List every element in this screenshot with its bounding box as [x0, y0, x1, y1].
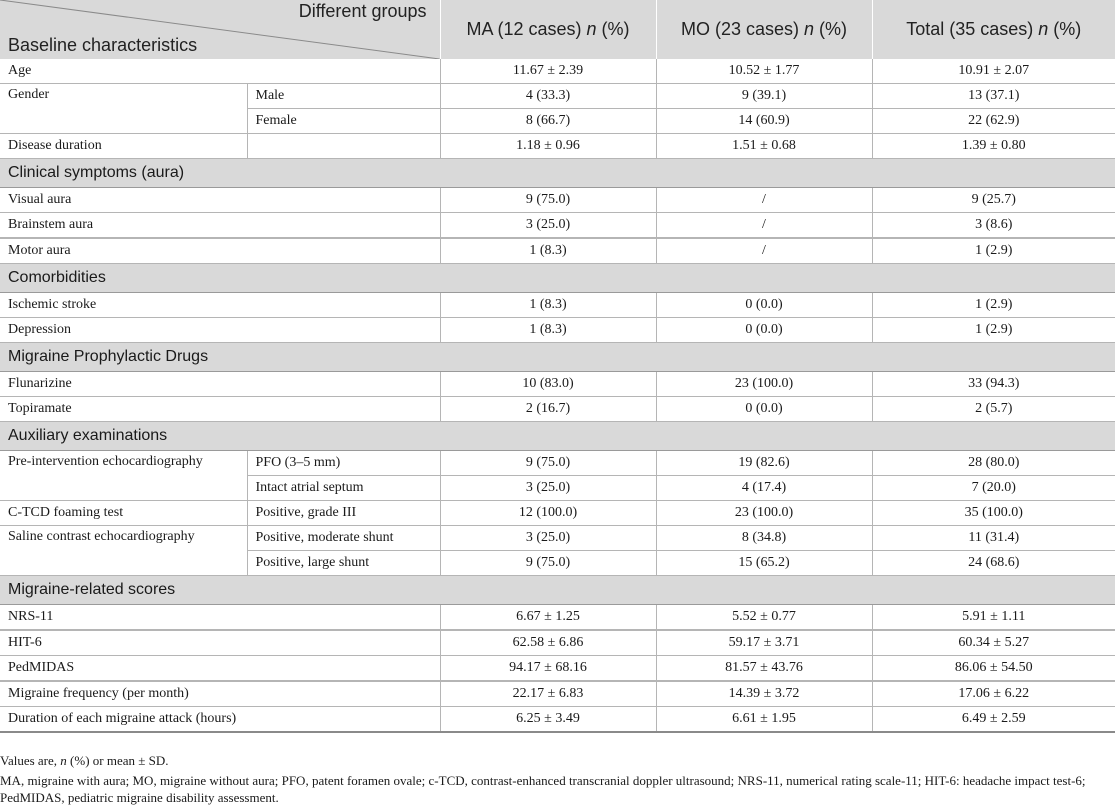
column-header-total: Total (35 cases) n (%) — [872, 0, 1115, 59]
table-row-age — [0, 59, 1115, 84]
cell-total: 6.49 ± 2.59 — [872, 707, 1115, 733]
row-label: Age — [0, 59, 440, 84]
cell-mo: 15 (65.2) — [656, 551, 872, 576]
table-row-nrs11 — [0, 605, 1115, 631]
cell-total: 1.39 ± 0.80 — [872, 134, 1115, 159]
row-sublabel: Positive, large shunt — [247, 551, 440, 576]
cell-total: 9 (25.7) — [872, 188, 1115, 213]
footnote-abbreviations: MA, migraine with aura; MO, migraine without aura; PFO, patent foramen ovale; c-TCD, contrast-enhanced transcranial doppler ultrasound; NRS-11, numerical rating scale-11; HIT-6: headache impact test-6; PedMIDAS, pediatric migraine disability assessment. — [0, 773, 1086, 805]
section-title: Migraine-related scores — [0, 576, 1115, 605]
cell-total: 1 (2.9) — [872, 293, 1115, 318]
cell-mo: 4 (17.4) — [656, 476, 872, 501]
table-row-motor-aura — [0, 238, 1115, 264]
row-sublabel: Male — [247, 84, 440, 109]
cell-ma: 22.17 ± 6.83 — [440, 681, 656, 707]
cell-mo: / — [656, 238, 872, 264]
cell-mo: 23 (100.0) — [656, 372, 872, 397]
row-sublabel: PFO (3–5 mm) — [247, 451, 440, 476]
table-row-gender-male — [0, 84, 1115, 109]
cell-mo: 14 (60.9) — [656, 109, 872, 134]
row-label: Gender — [0, 84, 247, 134]
cell-ma: 1 (8.3) — [440, 238, 656, 264]
row-sublabel: Positive, grade III — [247, 501, 440, 526]
cell-mo: 23 (100.0) — [656, 501, 872, 526]
cell-mo: 0 (0.0) — [656, 397, 872, 422]
section-prophylactic-drugs — [0, 343, 1115, 372]
cell-mo: 9 (39.1) — [656, 84, 872, 109]
cell-total: 7 (20.0) — [872, 476, 1115, 501]
row-label: PedMIDAS — [0, 656, 440, 682]
table-row-echo-pfo — [0, 451, 1115, 476]
table-row-migraine-frequency — [0, 681, 1115, 707]
column-header-mo: MO (23 cases) n (%) — [656, 0, 872, 59]
cell-ma: 3 (25.0) — [440, 213, 656, 239]
section-comorbidities — [0, 264, 1115, 293]
column-header-ma: MA (12 cases) n (%) — [440, 0, 656, 59]
cell-mo: 81.57 ± 43.76 — [656, 656, 872, 682]
cell-mo: 19 (82.6) — [656, 451, 872, 476]
corner-top-label: Different groups — [298, 1, 427, 21]
table-row-saline-moderate — [0, 526, 1115, 551]
cell-mo: 14.39 ± 3.72 — [656, 681, 872, 707]
row-label: NRS-11 — [0, 605, 440, 631]
row-label: Migraine frequency (per month) — [0, 681, 440, 707]
section-auxiliary-examinations — [0, 422, 1115, 451]
table-row-hit6 — [0, 630, 1115, 656]
cell-ma: 11.67 ± 2.39 — [440, 59, 656, 84]
table-row-ischemic-stroke — [0, 293, 1115, 318]
cell-ma: 3 (25.0) — [440, 526, 656, 551]
cell-mo: 0 (0.0) — [656, 318, 872, 343]
table-row-pedmidas — [0, 656, 1115, 682]
cell-mo: 0 (0.0) — [656, 293, 872, 318]
cell-ma: 12 (100.0) — [440, 501, 656, 526]
row-label: Saline contrast echocardiography — [0, 526, 247, 576]
cell-total: 28 (80.0) — [872, 451, 1115, 476]
cell-total: 11 (31.4) — [872, 526, 1115, 551]
table-header-row — [0, 0, 1115, 59]
table-row-visual-aura — [0, 188, 1115, 213]
cell-mo: 8 (34.8) — [656, 526, 872, 551]
cell-mo: 59.17 ± 3.71 — [656, 630, 872, 656]
cell-total: 1 (2.9) — [872, 238, 1115, 264]
cell-ma: 9 (75.0) — [440, 188, 656, 213]
cell-total: 60.34 ± 5.27 — [872, 630, 1115, 656]
cell-mo: / — [656, 213, 872, 239]
cell-ma: 9 (75.0) — [440, 451, 656, 476]
table-row-ctcd — [0, 501, 1115, 526]
row-label: Depression — [0, 318, 440, 343]
cell-ma: 1 (8.3) — [440, 293, 656, 318]
table-corner-header — [0, 0, 440, 59]
table-row-flunarizine — [0, 372, 1115, 397]
row-label: C-TCD foaming test — [0, 501, 247, 526]
cell-total: 10.91 ± 2.07 — [872, 59, 1115, 84]
row-label: Ischemic stroke — [0, 293, 440, 318]
cell-ma: 2 (16.7) — [440, 397, 656, 422]
cell-ma: 6.67 ± 1.25 — [440, 605, 656, 631]
section-clinical-symptoms — [0, 159, 1115, 188]
cell-ma: 94.17 ± 68.16 — [440, 656, 656, 682]
section-title: Clinical symptoms (aura) — [0, 159, 1115, 188]
cell-total: 2 (5.7) — [872, 397, 1115, 422]
cell-total: 24 (68.6) — [872, 551, 1115, 576]
row-sublabel: Positive, moderate shunt — [247, 526, 440, 551]
section-title: Migraine Prophylactic Drugs — [0, 343, 1115, 372]
row-label: Pre-intervention echocardiography — [0, 451, 247, 501]
row-sublabel-empty — [247, 134, 440, 159]
table-row-brainstem-aura — [0, 213, 1115, 239]
cell-total: 1 (2.9) — [872, 318, 1115, 343]
cell-ma: 9 (75.0) — [440, 551, 656, 576]
row-sublabel: Female — [247, 109, 440, 134]
row-label: Brainstem aura — [0, 213, 440, 239]
cell-ma: 4 (33.3) — [440, 84, 656, 109]
cell-total: 35 (100.0) — [872, 501, 1115, 526]
cell-ma: 62.58 ± 6.86 — [440, 630, 656, 656]
cell-mo: 1.51 ± 0.68 — [656, 134, 872, 159]
cell-ma: 8 (66.7) — [440, 109, 656, 134]
cell-total: 22 (62.9) — [872, 109, 1115, 134]
cell-ma: 1.18 ± 0.96 — [440, 134, 656, 159]
row-sublabel: Intact atrial septum — [247, 476, 440, 501]
row-label: HIT-6 — [0, 630, 440, 656]
cell-total: 13 (37.1) — [872, 84, 1115, 109]
cell-total: 3 (8.6) — [872, 213, 1115, 239]
table-row-attack-duration — [0, 707, 1115, 733]
cell-total: 5.91 ± 1.11 — [872, 605, 1115, 631]
cell-total: 17.06 ± 6.22 — [872, 681, 1115, 707]
row-label: Flunarizine — [0, 372, 440, 397]
cell-ma: 1 (8.3) — [440, 318, 656, 343]
footnote-values: Values are, n (%) or mean ± SD. — [0, 753, 169, 768]
cell-mo: / — [656, 188, 872, 213]
table-row-disease-duration — [0, 134, 1115, 159]
table-row-topiramate — [0, 397, 1115, 422]
cell-total: 33 (94.3) — [872, 372, 1115, 397]
corner-bottom-label: Baseline characteristics — [8, 35, 198, 55]
row-label: Duration of each migraine attack (hours) — [0, 707, 440, 733]
row-label: Disease duration — [0, 134, 247, 159]
cell-mo: 6.61 ± 1.95 — [656, 707, 872, 733]
section-title: Comorbidities — [0, 264, 1115, 293]
row-label: Motor aura — [0, 238, 440, 264]
cell-mo: 5.52 ± 0.77 — [656, 605, 872, 631]
cell-total: 86.06 ± 54.50 — [872, 656, 1115, 682]
section-title: Auxiliary examinations — [0, 422, 1115, 451]
table-row-depression — [0, 318, 1115, 343]
row-label: Visual aura — [0, 188, 440, 213]
cell-ma: 6.25 ± 3.49 — [440, 707, 656, 733]
cell-ma: 10 (83.0) — [440, 372, 656, 397]
section-migraine-scores — [0, 576, 1115, 605]
table-footnotes — [0, 752, 1112, 809]
row-label: Topiramate — [0, 397, 440, 422]
cell-mo: 10.52 ± 1.77 — [656, 59, 872, 84]
cell-ma: 3 (25.0) — [440, 476, 656, 501]
